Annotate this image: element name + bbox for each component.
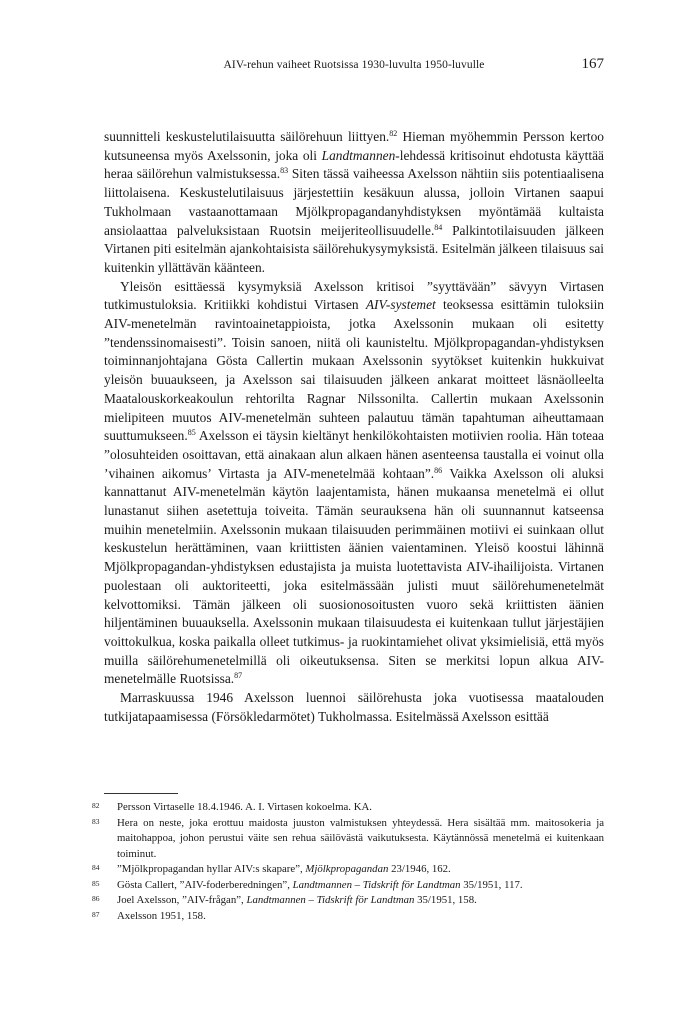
footnote-ref: 87 [234, 671, 243, 681]
text-run: -lehdessä kritisoinut ehdotusta käyttää heraa säilörehun valmistuksessa. [104, 147, 604, 182]
italic-title: AIV-systemet [365, 297, 436, 313]
running-header [104, 56, 604, 76]
footnote-separator [104, 793, 178, 794]
text-run: Marraskuussa 1946 Axelsson luennoi säilörehusta joka vuotisessa maatalouden tutkijatapaamisessa (Försökledarmötet) Tukholmassa. Esitelmässä Axelsson esittää [104, 690, 604, 724]
text-run: Axelsson ei täysin kieltänyt henkilökohtaisten motiivien roolia. Hän toteaa ”olosuhteiden osoittavan, että ainakaan alun alkaen hänen asenteensa taustalla ei voinut olla ’vihainen aikomus’ Virtasta ja AIV-menetelmää kohtaan”. [104, 428, 604, 481]
footnotes [92, 800, 604, 924]
paragraph [104, 689, 604, 726]
footnote-ref: 86 [434, 465, 443, 475]
italic-title: Landtmannen – Tidskrift för Landtman [246, 894, 415, 906]
text-run: Joel Axelsson, ”AIV-frågan”, [117, 894, 247, 906]
text-run: 35/1951, 158. [414, 894, 477, 906]
text-run: Yleisön esittäessä kysymyksiä Axelsson kritisoi ”syyttävään” sävyyn Virtasen tutkimustuloksia. Kritiikki kohdistui Virtasen [104, 278, 604, 313]
footnote-number: 87 [92, 909, 100, 919]
footnote-number: 86 [92, 894, 100, 903]
text-run: ”Mjölkpropagandan hyllar AIV:s skapare”, [117, 863, 306, 875]
footnote-ref: 83 [280, 166, 289, 176]
footnote [92, 878, 604, 894]
page-number: 167 [581, 56, 604, 72]
footnote-ref: 84 [434, 222, 443, 232]
text-run: Gösta Callert, ”AIV-foderberedningen”, [117, 878, 293, 891]
italic-title: Mjölkpropagandan [305, 863, 389, 875]
text-run: Persson Virtaselle 18.4.1946. A. I. Virtasen kokoelma. KA. [117, 801, 372, 813]
footnote-number: 83 [92, 816, 100, 826]
text-run: Hieman myöhemmin Persson kertoo kutsuneensa myös Axelssonin, joka oli [104, 129, 605, 163]
footnote-number: 85 [92, 878, 100, 888]
text-run: Hera on neste, joka erottuu maidosta juuston valmistuksen yhteydessä. Hera sisältää mm. maitosokeria ja maitohappoa, johon perustui väite sen rehua säilövästä vaikutuksesta. Käytännössä menetelmä ei kuitenkaan toiminut. [117, 816, 604, 860]
text-run: Axelsson 1951, 158. [117, 909, 206, 922]
text-run: Siten tässä vaiheessa Axelsson nähtiin siis potentiaalisena liittolaisena. Keskustelutilaisuus järjestettiin kesäkuun alussa, jolloin Virtanen saapui Tukholmaan vastaanottamaan Mjölkpropagandanyhdistyksen myöntämää kultaista ansiolaattaa palveluksistaan Ruotsin meijeriteollisuudelle. [104, 166, 604, 238]
paragraph [104, 128, 604, 278]
running-title: AIV-rehun vaiheet Ruotsissa 1930-luvulta 1950-luvulle [223, 59, 485, 71]
text-run: 23/1946, 162. [388, 863, 451, 875]
italic-title: Landtmannen [321, 147, 396, 163]
body-text [104, 128, 604, 727]
footnote-number: 84 [92, 863, 100, 872]
footnote [92, 909, 604, 925]
text-run: suunnitteli keskustelutilaisuutta säilörehuun liittyen. [104, 129, 390, 144]
paragraph [104, 278, 604, 689]
text-run: teoksessa esittämin tuloksiin AIV-menetelmän ravintoainetappioista, jotka Axelssonin mukaan oli esitetty ”tendenssinomaisesti”. Toisin sanoen, niitä oli kaunisteltu. Mjölkpropagandan-yhdistyksen toiminnanjohtajana Gösta Callertin mukaan Axelssonin syytökset kuitenkin hukkuivat yleisön buuaukseen, ja Axelsson sai tilaisuuden jälkeen ankarat moitteet läsnäolleelta Maatalouskorkeakoulun rehtorilta Ragnar Nilssonilta. Callertin mukaan Axelssonin mielipiteen muutos AIV-menetelmän suhteen palautuu tämän tapahtuman aiheuttamaan suuttumukseen. [104, 297, 604, 444]
footnote-ref: 85 [187, 428, 196, 438]
footnote-number: 82 [92, 801, 100, 810]
text-run: 35/1951, 117. [460, 878, 523, 891]
italic-title: Landtmannen – Tidskrift för Landtman [292, 878, 461, 891]
text-run: Palkintotilaisuuden jälkeen Virtanen piti esitelmän ajankohtaisista säilörehukysymyksistä. Esitelmän jälkeen tilaisuus sai kuitenkin yllättävän käänteen. [104, 222, 604, 275]
footnote [92, 816, 604, 863]
footnote-ref: 82 [389, 129, 398, 138]
footnote [92, 862, 604, 878]
footnote [92, 893, 604, 909]
text-run: Vaikka Axelsson oli aluksi kannattanut AIV-menetelmän käytön laajentamista, hänen mukaansa menetelmä ei ollut lunastanut siihen asetettuja toiveita. Tämän seurauksena hän oli suunnannut katseensa muihin menetelmiin. Axelssonin mukaan tilaisuuden perimmäinen motiivi ei suinkaan ollut keskustelun herättäminen, vaan kriittisten äänien vaientaminen. Yleisö koostui lähinnä Mjölkpropagandan-yhdistyksen edustajista ja muista luotettavista AIV-ihailijoista. Virtanen puolestaan oli auktoriteetti, joka esitelmässään julisti muut säilörehumenetelmät kelvottomiksi. Tämän jälkeen oli suosionosoitusten vuoro sekä kriittisten äänien hiljentäminen buuauksella. Axelssonin mukaan tilaisuudesta ei kuitenkaan tullut järjestäjien voittokulkua, koska paikalla olleet tutkimus- ja ruokintamiehet olivat yksimielisiä, että myös muilla säilörehumenetelmillä oli oikeutuksensa. Siten se merkitsi lopun alkua AIV-menetelmälle Ruotsissa. [104, 465, 604, 687]
footnote [92, 800, 604, 816]
